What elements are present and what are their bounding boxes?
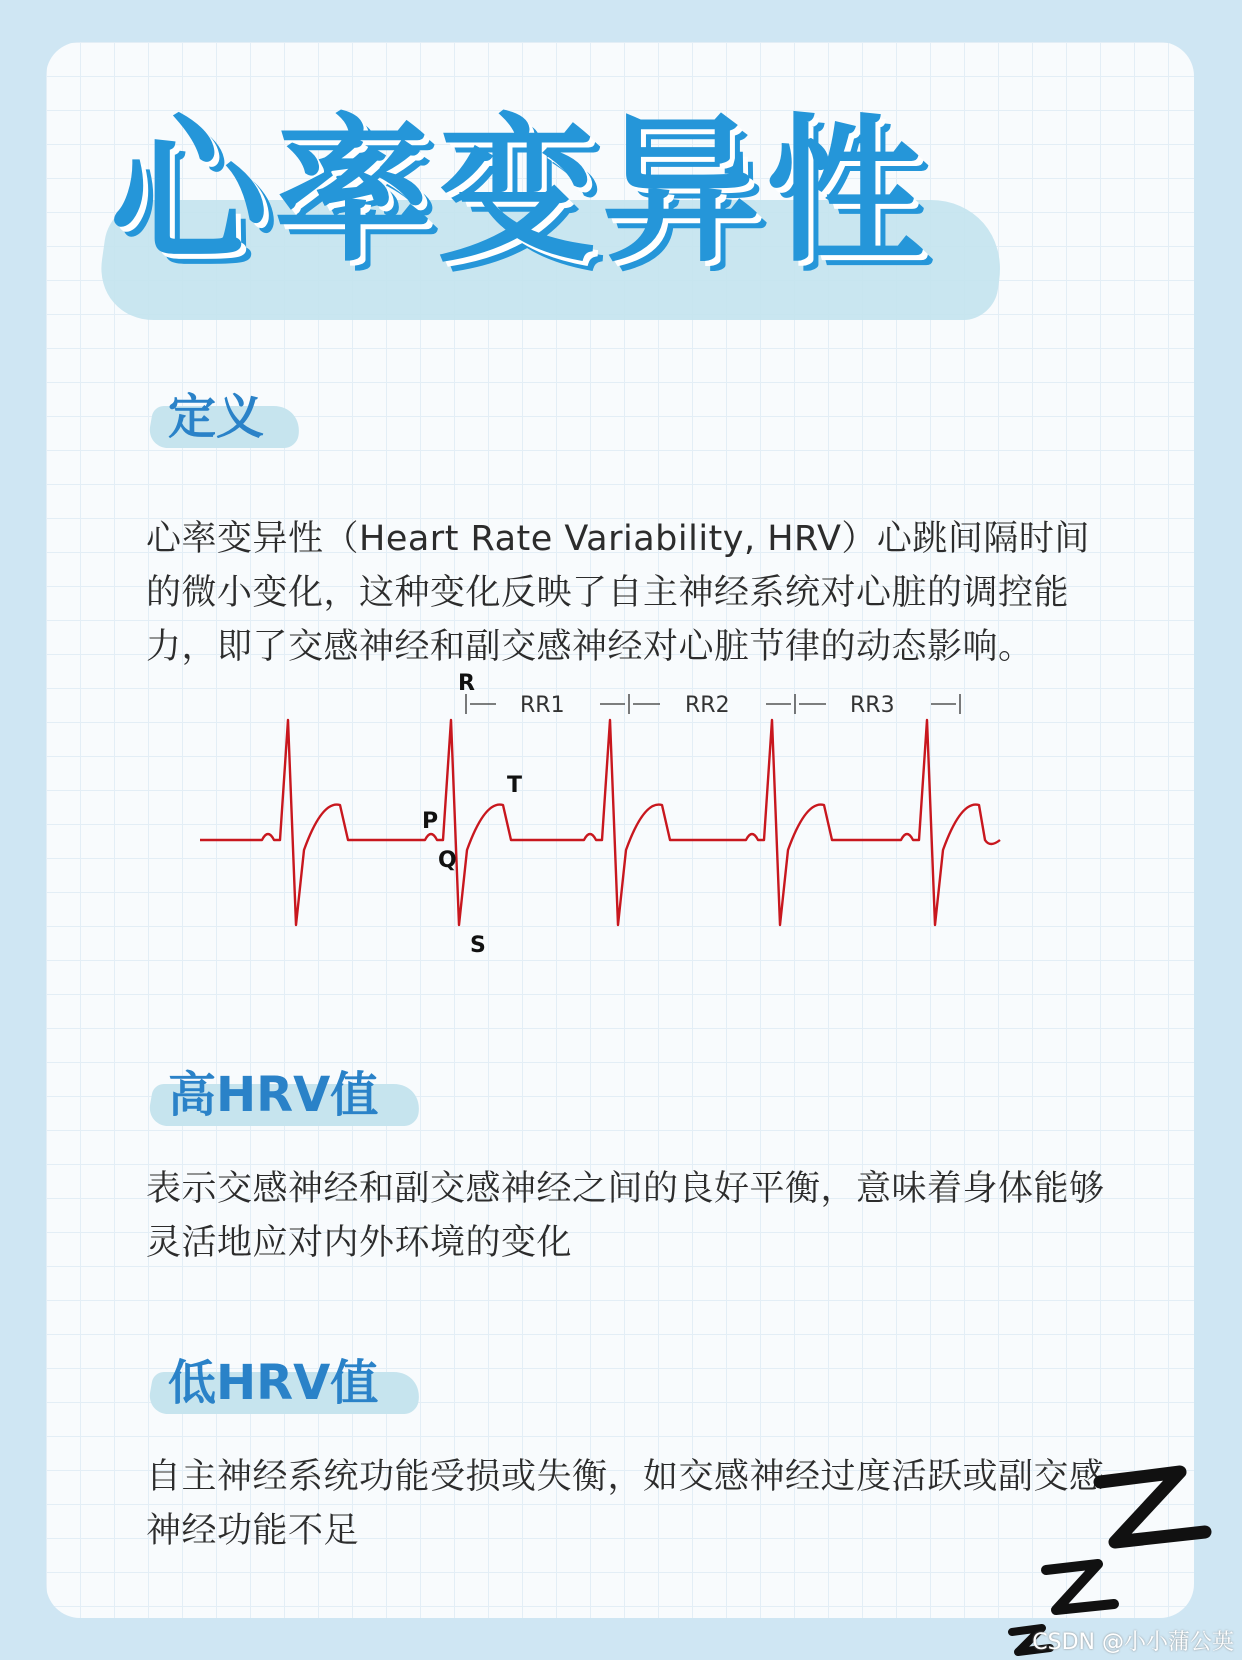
ecg-label-q: Q bbox=[438, 848, 457, 873]
ecg-trace bbox=[200, 720, 1000, 925]
rr3-label: RR3 bbox=[850, 693, 895, 718]
ecg-label-r: R bbox=[458, 671, 475, 696]
section-heading-text: 低HRV值 bbox=[168, 1355, 379, 1411]
rr2-label: RR2 bbox=[685, 693, 730, 718]
ecg-diagram bbox=[200, 671, 1050, 1020]
ecg-label-t: T bbox=[507, 773, 523, 798]
title-block bbox=[90, 100, 1010, 335]
ecg-label-p: P bbox=[422, 809, 439, 834]
watermark: CSDN @小小蒲公英 bbox=[1032, 1630, 1234, 1655]
page-title: 心率变异性 bbox=[110, 100, 930, 284]
high-hrv-paragraph: 表示交感神经和副交感神经之间的良好平衡，意味着身体能够灵活地应对内外环境的变化 bbox=[146, 1169, 1105, 1263]
section-heading-text: 定义 bbox=[168, 389, 265, 445]
section-heading-text: 高HRV值 bbox=[168, 1067, 379, 1123]
rr1-label: RR1 bbox=[520, 693, 565, 718]
definition-paragraph: 心率变异性（Heart Rate Variability, HRV）心跳间隔时间的微小变化，这种变化反映了自主神经系统对心脏的调控能力，即了交感神经和副交感神经对心脏节律的动态影响。 bbox=[146, 519, 1090, 667]
low-hrv-paragraph: 自主神经系统功能受损或失衡，如交感神经过度活跃或副交感神经功能不足 bbox=[146, 1457, 1105, 1551]
ecg-label-s: S bbox=[470, 933, 486, 958]
